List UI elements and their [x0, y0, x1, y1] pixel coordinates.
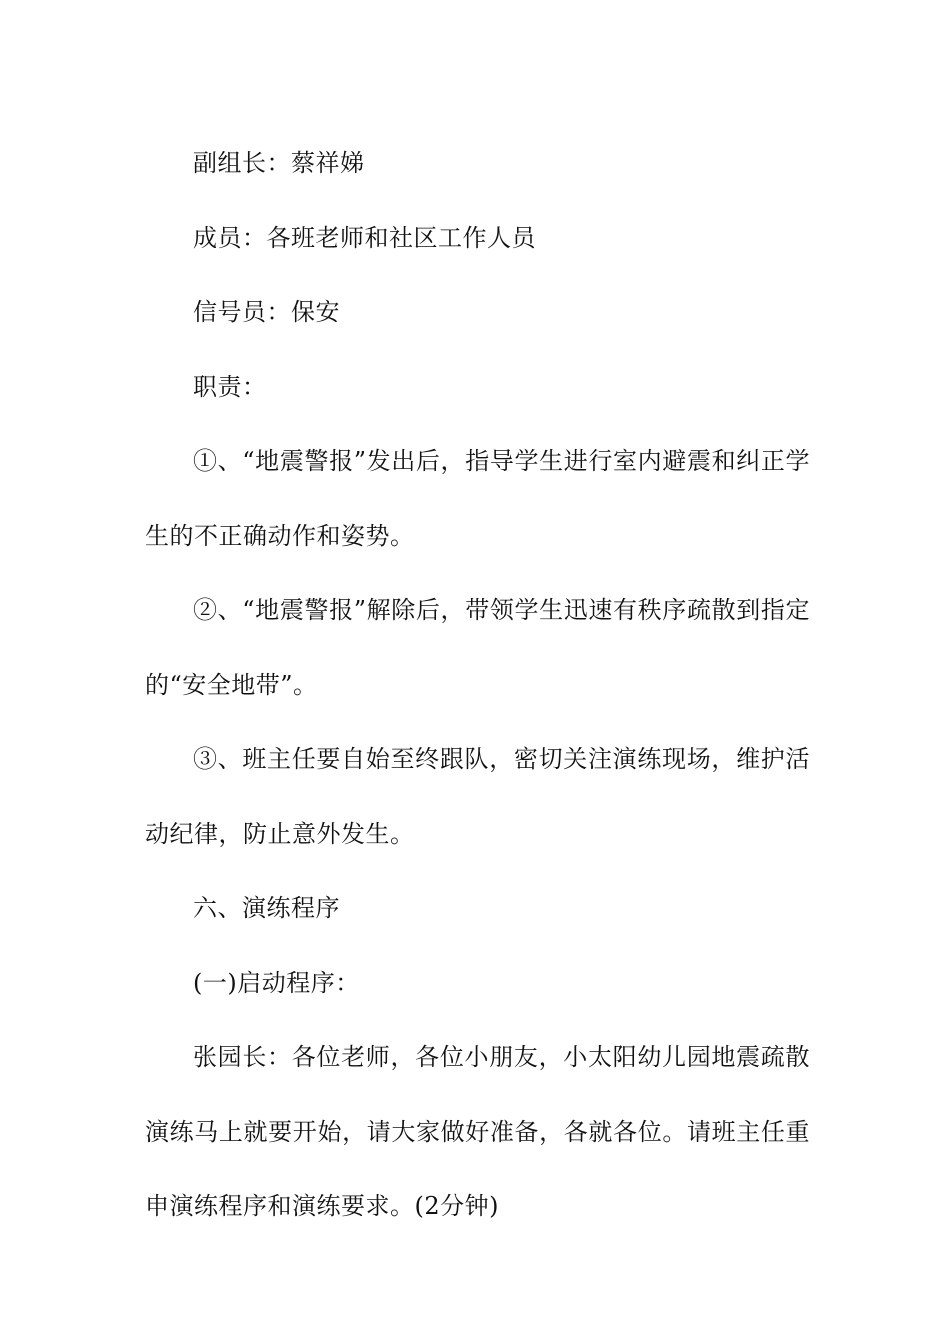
- subsection-heading-start-procedure: (一)启动程序：: [193, 968, 360, 997]
- paragraph-duty-1: ①、“地震警报”发出后，指导学生进行室内避震和纠正学生的不正确动作和姿势。: [145, 447, 810, 550]
- paragraph-principal-speech: 张园长：各位老师，各位小朋友，小太阳幼儿园地震疏散演练马上就要开始，请大家做好准备，各就各位。请班主任重申演练程序和演练要求。(2分钟): [145, 1043, 810, 1220]
- paragraph-signaler: 信号员：保安: [193, 298, 340, 326]
- paragraph-duty-3: ③、班主任要自始至终跟队，密切关注演练现场，维护活动纪律，防止意外发生。: [145, 745, 810, 848]
- paragraph-duties-heading: 职责：: [193, 372, 267, 401]
- paragraph-members: 成员：各班老师和社区工作人员: [193, 223, 536, 252]
- document-body: [145, 126, 810, 1244]
- paragraph-duty-2: ②、“地震警报”解除后，带领学生迅速有秩序疏散到指定的“安全地带”。: [145, 596, 810, 699]
- paragraph-deputy-leader: 副组长：蔡祥娣: [193, 149, 365, 177]
- section-heading-drill-procedure: 六、演练程序: [193, 894, 340, 922]
